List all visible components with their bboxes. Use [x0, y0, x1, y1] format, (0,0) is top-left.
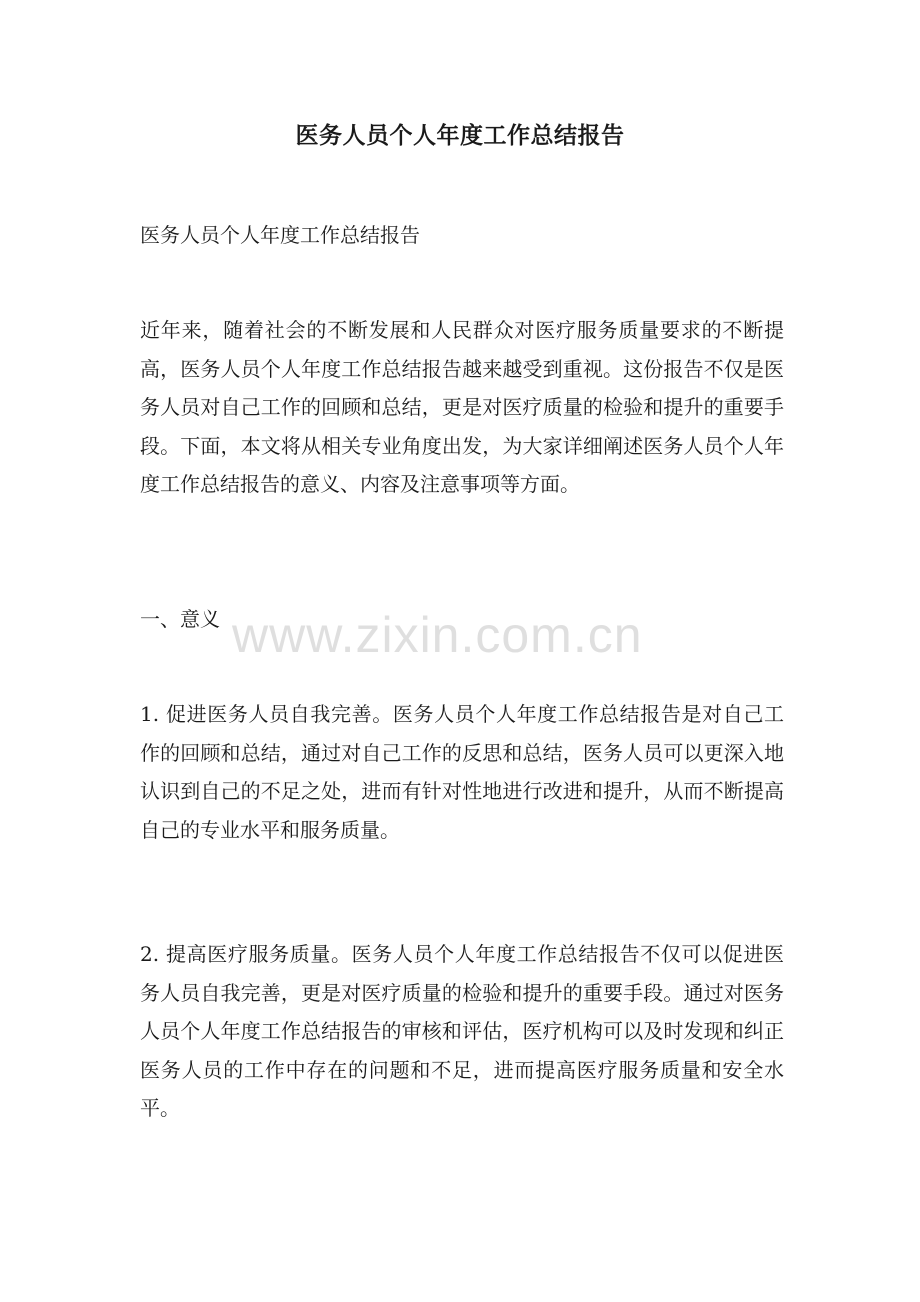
section-heading — [140, 600, 784, 639]
list-item-text: 2. 提高医疗服务质量。医务人员个人年度工作总结报告不仅可以促进医务人员自我完善，更是对医疗质量的检验和提升的重要手段。通过对医务人员个人年度工作总结报告的审核和评估，医疗机构可以及时发现和纠正医务人员的工作中存在的问题和不足，进而提高医疗服务质量和安全水平。 — [140, 942, 784, 1120]
subtitle-text: 医务人员个人年度工作总结报告 — [140, 223, 420, 247]
intro-text: 近年来，随着社会的不断发展和人民群众对医疗服务质量要求的不断提高，医务人员个人年度工作总结报告越来越受到重视。这份报告不仅是医务人员对自己工作的回顾和总结，更是对医疗质量的检验和提升的重要手段。下面，本文将从相关专业角度出发，为大家详细阐述医务人员个人年度工作总结报告的意义、内容及注意事项等方面。 — [140, 318, 784, 496]
list-item — [140, 695, 784, 849]
document-title: 医务人员个人年度工作总结报告 — [295, 122, 625, 149]
document-subtitle — [140, 216, 784, 255]
watermark: www.zixin.com.cn — [232, 607, 643, 663]
intro-paragraph — [140, 311, 784, 504]
list-item — [140, 935, 784, 1128]
list-item-text: 1. 促进医务人员自我完善。医务人员个人年度工作总结报告是对自己工作的回顾和总结，通过对自己工作的反思和总结，医务人员可以更深入地认识到自己的不足之处，进而有针对性地进行改进和提升，从而不断提高自己的专业水平和服务质量。 — [140, 702, 784, 842]
section-heading-text: 一、意义 — [140, 607, 220, 631]
